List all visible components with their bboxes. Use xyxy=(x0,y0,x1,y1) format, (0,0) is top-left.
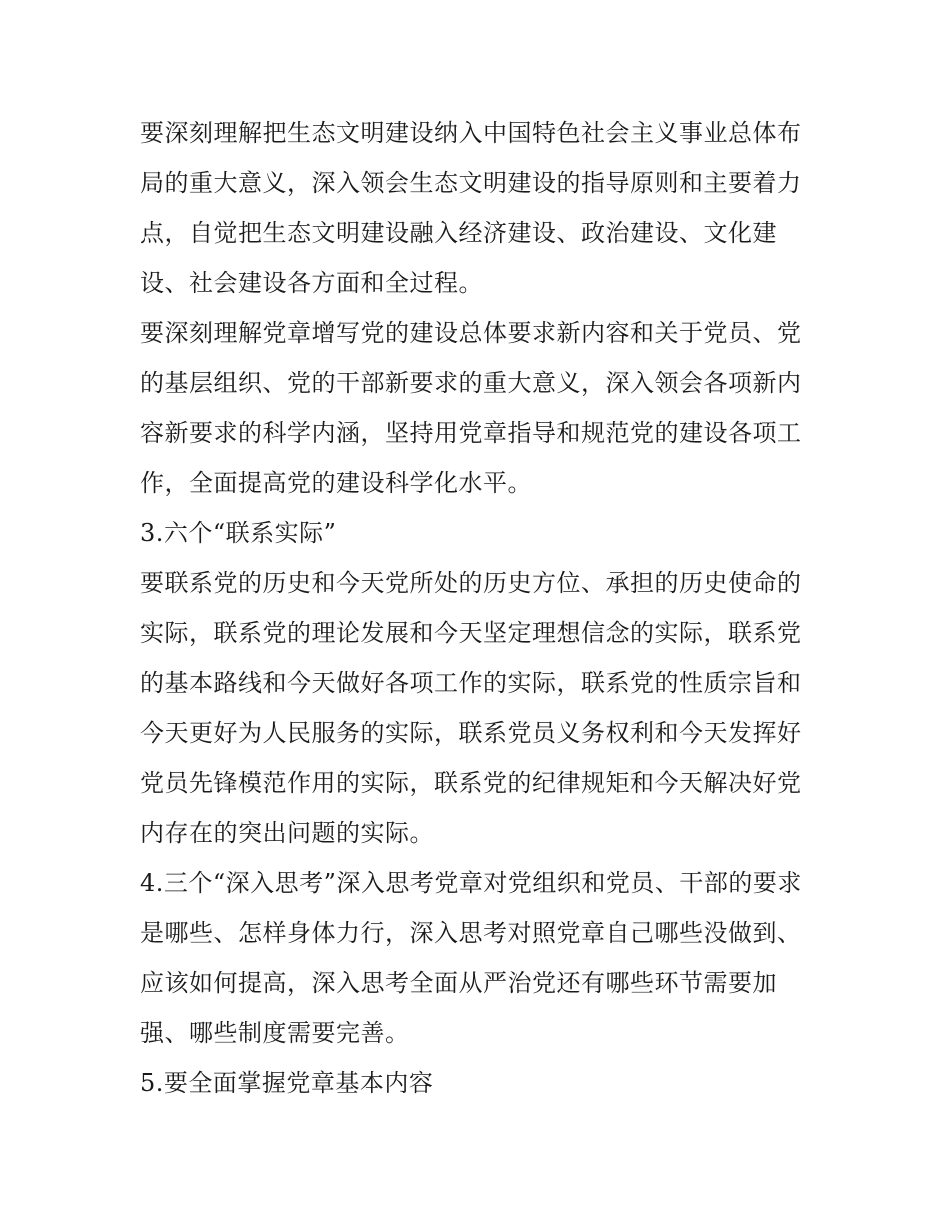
document-body xyxy=(140,108,820,1108)
text-line: 局的重大意义，深入领会生态文明建设的指导原则和主要着力 xyxy=(140,169,802,197)
text-line: 的基本路线和今天做好各项工作的实际，联系党的性质宗旨和 xyxy=(140,669,802,697)
text-line: 点，自觉把生态文明建设融入经济建设、政治建设、文化建 xyxy=(140,219,777,247)
section-heading: 4.三个“深入思考”深入思考党章对党组织和党员、干部的要求 xyxy=(140,869,802,897)
section-heading: 5.要全面掌握党章基本内容 xyxy=(140,1069,434,1097)
text-line: 的基层组织、党的干部新要求的重大意义，深入领会各项新内 xyxy=(140,369,802,397)
text-line: 今天更好为人民服务的实际，联系党员义务权利和今天发挥好 xyxy=(140,719,802,747)
text-line: 内存在的突出问题的实际。 xyxy=(140,819,434,847)
text-line: 设、社会建设各方面和全过程。 xyxy=(140,269,483,297)
text-line: 要深刻理解把生态文明建设纳入中国特色社会主义事业总体布 xyxy=(140,119,802,147)
text-line: 实际，联系党的理论发展和今天坚定理想信念的实际，联系党 xyxy=(140,619,802,647)
text-line: 应该如何提高，深入思考全面从严治党还有哪些环节需要加 xyxy=(140,969,777,997)
text-line: 作，全面提高党的建设科学化水平。 xyxy=(140,469,532,497)
text-line: 要联系党的历史和今天党所处的历史方位、承担的历史使命的 xyxy=(140,569,802,597)
text-line: 党员先锋模范作用的实际，联系党的纪律规矩和今天解决好党 xyxy=(140,769,802,797)
text-line: 是哪些、怎样身体力行，深入思考对照党章自己哪些没做到、 xyxy=(140,919,802,947)
text-line: 容新要求的科学内涵，坚持用党章指导和规范党的建设各项工 xyxy=(140,419,802,447)
section-heading: 3.六个“联系实际” xyxy=(140,519,337,547)
text-line: 强、哪些制度需要完善。 xyxy=(140,1019,410,1047)
text-line: 要深刻理解党章增写党的建设总体要求新内容和关于党员、党 xyxy=(140,319,802,347)
